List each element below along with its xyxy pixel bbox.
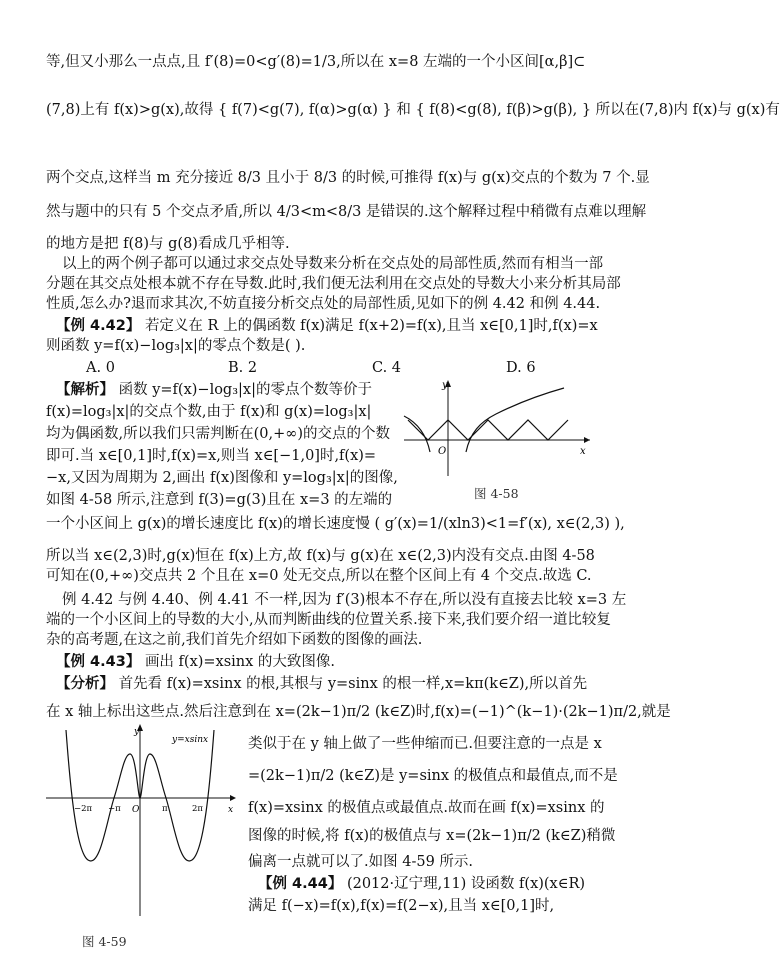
text-line: 函数 y=f(x)−log₃|x|的零点个数等价于 — [118, 382, 372, 398]
y-axis-label: y — [442, 380, 448, 391]
example-tag: 【例 4.42】 — [56, 318, 141, 334]
text-line: 在 x 轴上标出这些点.然后注意到在 x=(2k−1)π/2 (k∈Z)时,f(x)=(−1)^(k−1)·(2k−1)π/2,就是 — [46, 704, 671, 720]
x-axis-label: x — [580, 446, 586, 457]
solution-4-42 — [56, 380, 372, 400]
text-line: 分题在其交点处根本就不存在导数.此时,我们便无法利用在交点处的导数大小来分析其局部 — [46, 276, 621, 292]
text-line: =(2k−1)π/2 (k∈Z)是 y=sinx 的极值点和最值点,而不是 — [248, 768, 618, 784]
text-line: 然与题中的只有 5 个交点矛盾,所以 4/3<m<8/3 是错误的.这个解释过程中稍微有点难以理解 — [46, 204, 647, 220]
text-line: 以上的两个例子都可以通过求交点处导数来分析在交点处的局部性质,然而有相当一部 — [62, 256, 604, 272]
option-d: D. 6 — [506, 360, 536, 376]
tick-label: π — [162, 804, 168, 814]
text-line: 画出 f(x)=xsinx 的大致图像. — [144, 654, 336, 670]
option-c: C. 4 — [372, 360, 402, 376]
text-line: f(x)=xsinx 的极值点或最值点.故而在画 f(x)=xsinx 的 — [248, 800, 605, 816]
example-4-42 — [56, 316, 598, 336]
analysis-tag: 【分析】 — [56, 676, 114, 692]
figure-4-58 — [404, 378, 594, 501]
x-axis-label: x — [228, 805, 234, 815]
example-tag: 【例 4.43】 — [56, 654, 141, 670]
example-tag: 【例 4.44】 — [258, 876, 343, 892]
y-axis-label: y — [134, 727, 140, 737]
text-line: 均为偶函数,所以我们只需判断在(0,+∞)的交点的个数 — [46, 426, 390, 442]
figure-4-59 — [44, 724, 240, 964]
text-line: 杂的高考题,在这之前,我们首先介绍如下函数的图像的画法. — [46, 632, 423, 648]
origin-label: O — [132, 805, 140, 815]
text-line: 例 4.42 与例 4.40、例 4.41 不一样,因为 f′(3)根本不存在,所以没有直接去比较 x=3 左 — [62, 592, 627, 608]
text-line: (2012·辽宁理,11) 设函数 f(x)(x∈R) — [346, 876, 586, 892]
text-line: 所以当 x∈(2,3)时,g(x)恒在 f(x)上方,故 f(x)与 g(x)在 x∈(2,3)内没有交点.由图 4-58 — [46, 548, 595, 564]
text-line: 两个交点,这样当 m 充分接近 8/3 且小于 8/3 的时候,可推得 f(x)与 g(x)交点的个数为 7 个.显 — [46, 170, 650, 186]
figure-caption: 图 4-59 — [82, 934, 127, 949]
option-b: B. 2 — [228, 360, 258, 376]
curve-label: y=xsinx — [172, 735, 209, 745]
text-line: 的地方是把 f(8)与 g(8)看成几乎相等. — [46, 236, 290, 252]
text-line: 即可.当 x∈[0,1]时,f(x)=x,则当 x∈[−1,0]时,f(x)= — [46, 448, 377, 464]
text-line: 图像的时候,将 f(x)的极值点与 x=(2k−1)π/2 (k∈Z)稍微 — [248, 828, 616, 844]
example-4-43 — [56, 652, 335, 672]
text-line: 类似于在 y 轴上做了一些伸缩而已.但要注意的一点是 x — [248, 736, 602, 752]
text-line: 可知在(0,+∞)交点共 2 个且在 x=0 处无交点,所以在整个区间上有 4 个交点.故选 C. — [46, 568, 592, 584]
text-line: 偏离一点就可以了.如图 4-59 所示. — [248, 854, 474, 870]
text-line: 等,但又小那么一点点,且 f′(8)=0<g′(8)=1/3,所以在 x=8 左端的一个小区间[α,β]⊂ — [46, 54, 586, 70]
text-line: 首先看 f(x)=xsinx 的根,其根与 y=sinx 的根一样,x=kπ(k∈Z),所以首先 — [118, 676, 588, 692]
text-line: 一个小区间上 g(x)的增长速度比 f(x)的增长速度慢 ( g′(x)=1/(xln3)<1=f′(x), x∈(2,3) ), — [46, 516, 625, 532]
text-line: 则函数 y=f(x)−log₃|x|的零点个数是( ). — [46, 338, 306, 354]
text-line: 若定义在 R 上的偶函数 f(x)满足 f(x+2)=f(x),且当 x∈[0,1]时,f(x)=x — [144, 318, 598, 334]
option-a: A. 0 — [86, 360, 115, 376]
figure-caption: 图 4-58 — [474, 486, 519, 501]
text-line: f(x)=log₃|x|的交点个数,由于 f(x)和 g(x)=log₃|x| — [46, 404, 372, 420]
text-line: 性质,怎么办?退而求其次,不妨直接分析交点处的局部性质,见如下的例 4.42 和例 4.44. — [46, 296, 601, 312]
text-line: 如图 4-58 所示,注意到 f(3)=g(3)且在 x=3 的左端的 — [46, 492, 393, 508]
solution-tag: 【解析】 — [56, 382, 114, 398]
graph-4-58 — [404, 378, 594, 478]
text-line: 满足 f(−x)=f(x),f(x)=f(2−x),且当 x∈[0,1]时, — [248, 898, 555, 914]
text-line: 端的一个小区间上的导数的大小,从而判断曲线的位置关系.接下来,我们要介绍一道比较复 — [46, 612, 611, 628]
tick-label: −π — [108, 804, 121, 814]
text-line: −x,又因为周期为 2,画出 f(x)图像和 y=log₃|x|的图像, — [46, 470, 398, 486]
origin-label: O — [438, 446, 447, 457]
text-line: (7,8)上有 f(x)>g(x),故得 { f(7)<g(7), f(α)>g(α) } 和 { f(8)<g(8), f(β)>g(β), } 所以在(7,8)内 f(x)与 g(x)有 — [46, 102, 780, 118]
graph-4-59 — [44, 724, 240, 924]
example-4-44 — [258, 874, 585, 894]
tick-label: −2π — [74, 804, 93, 814]
tick-label: 2π — [192, 804, 203, 814]
analysis-4-43 — [56, 674, 587, 694]
